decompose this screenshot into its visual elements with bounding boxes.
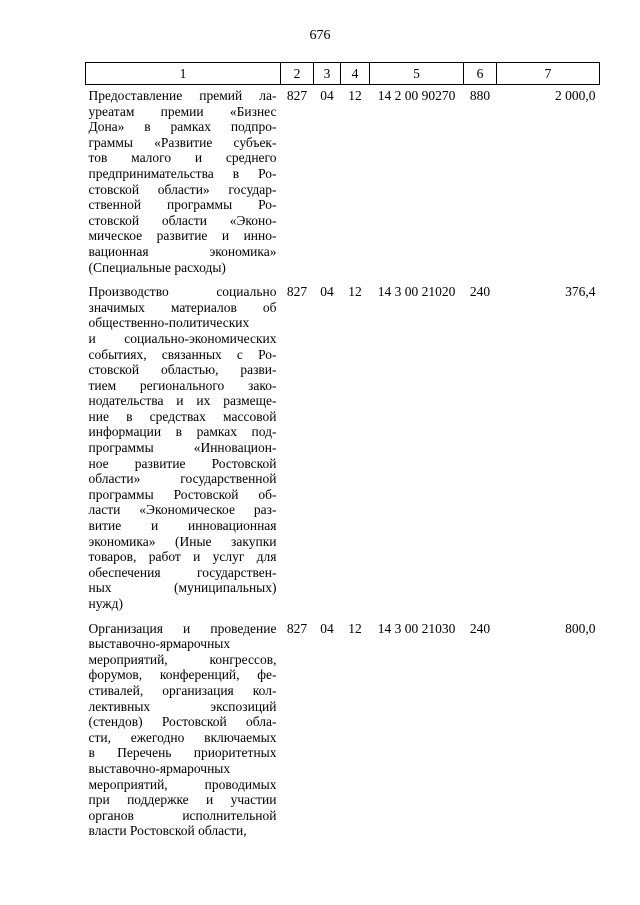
description-line: значимых материалов об <box>88 299 277 315</box>
description-line: стовской области «Эконо- <box>88 212 277 228</box>
description-line: в Перечень приоритетных <box>88 745 277 761</box>
description-line: программы Ростовской об- <box>88 486 277 502</box>
expense-type-cell: 240 <box>469 284 491 300</box>
subsection-code-cell: 12 <box>348 88 362 103</box>
column-header: 2 <box>281 63 314 85</box>
column-header: 4 <box>341 63 370 85</box>
description-line: органов исполнительной <box>88 807 277 823</box>
description-line: Дона» в рамках подпро- <box>88 119 277 135</box>
row-description <box>86 85 281 282</box>
amount-cell: 376,4 <box>565 284 596 300</box>
description-line: информации в рамках под- <box>88 424 277 440</box>
section-code-cell: 04 <box>320 284 334 300</box>
description-line: (стендов) Ростовской обла- <box>88 714 277 730</box>
column-header: 3 <box>314 63 341 85</box>
description-line: ственной программы Ро- <box>88 197 277 213</box>
section-code-cell: 04 <box>320 88 334 103</box>
subsection-code-cell: 12 <box>348 620 362 636</box>
subsection-code-cell: 12 <box>348 284 362 300</box>
description-line: ние в средствах массовой <box>88 408 277 424</box>
column-header: 5 <box>370 63 464 85</box>
description-line: витие и инновационная <box>88 518 277 534</box>
description-line: общественно-политических <box>88 315 250 331</box>
expense-type-cell: 880 <box>469 88 491 103</box>
description-line: лективных экспозиций <box>88 698 277 714</box>
description-line: предпринимательства в Ро- <box>88 165 277 181</box>
description-line: тием регионального зако- <box>88 377 277 393</box>
description-line: мероприятий, проводимых <box>88 776 277 792</box>
ministry-code-cell: 827 <box>286 284 308 300</box>
column-header: 7 <box>497 63 600 85</box>
row-description <box>86 618 281 845</box>
target-article-cell: 14 3 00 21020 <box>377 284 456 300</box>
description-line: граммы «Развитие субъек- <box>88 134 277 150</box>
description-line: (Специальные расходы) <box>88 259 226 275</box>
description-line: тов малого и среднего <box>88 150 277 166</box>
description-line: выставочно-ярмарочных <box>88 760 231 776</box>
target-article-cell: 14 3 00 21030 <box>377 620 456 636</box>
description-line: мическое развитие и инно- <box>88 228 277 244</box>
description-line: при поддержке и участии <box>88 792 277 808</box>
description-line: нодательства и их размеще- <box>88 393 277 409</box>
description-line: сти, ежегодно включаемых <box>88 729 277 745</box>
section-code-cell: 04 <box>320 620 334 636</box>
description-line: экономика» (Иные закупки <box>88 533 277 549</box>
ministry-code-cell: 827 <box>286 620 308 636</box>
description-line: стовской областью, разви- <box>88 362 277 378</box>
description-line: событиях, связанных с Ро- <box>88 346 277 362</box>
description-line: Организация и проведение <box>88 620 277 636</box>
column-header: 6 <box>464 63 497 85</box>
description-line: ласти «Экономическое раз- <box>88 502 277 518</box>
page-number: 676 <box>309 28 331 43</box>
description-line: области» государственной <box>88 471 277 487</box>
description-line: программы «Инновацион- <box>88 440 277 456</box>
target-article-cell: 14 2 00 90270 <box>377 88 456 103</box>
table-row <box>86 85 600 282</box>
column-header: 1 <box>86 63 281 85</box>
description-line: мероприятий, конгрессов, <box>88 651 277 667</box>
description-line: товаров, работ и услуг для <box>88 549 277 565</box>
description-line: Предоставление премий ла- <box>88 88 277 103</box>
expense-type-cell: 240 <box>469 620 491 636</box>
description-line: уреатам премии «Бизнес <box>88 103 277 119</box>
description-line: обеспечения государствен- <box>88 564 277 580</box>
column-number-header <box>86 63 600 85</box>
amount-cell: 2 000,0 <box>555 88 596 103</box>
description-line: и социально-экономических <box>88 330 277 346</box>
description-line: вационная экономика» <box>88 243 277 259</box>
amount-cell: 800,0 <box>565 620 596 636</box>
description-line: Производство социально <box>88 284 277 300</box>
budget-table <box>85 62 600 845</box>
description-line: власти Ростовской области, <box>88 823 247 839</box>
description-line: стивалей, организация кол- <box>88 682 277 698</box>
description-line: ных (муниципальных) <box>88 580 277 596</box>
table-row <box>86 618 600 845</box>
description-line: стовской области» государ- <box>88 181 277 197</box>
ministry-code-cell: 827 <box>286 88 308 103</box>
description-line: ное развитие Ростовской <box>88 455 277 471</box>
description-line: форумов, конференций, фе- <box>88 667 277 683</box>
description-line: выставочно-ярмарочных <box>88 636 231 652</box>
description-line: нужд) <box>88 596 123 611</box>
table-row <box>86 281 600 617</box>
row-description <box>86 281 281 617</box>
